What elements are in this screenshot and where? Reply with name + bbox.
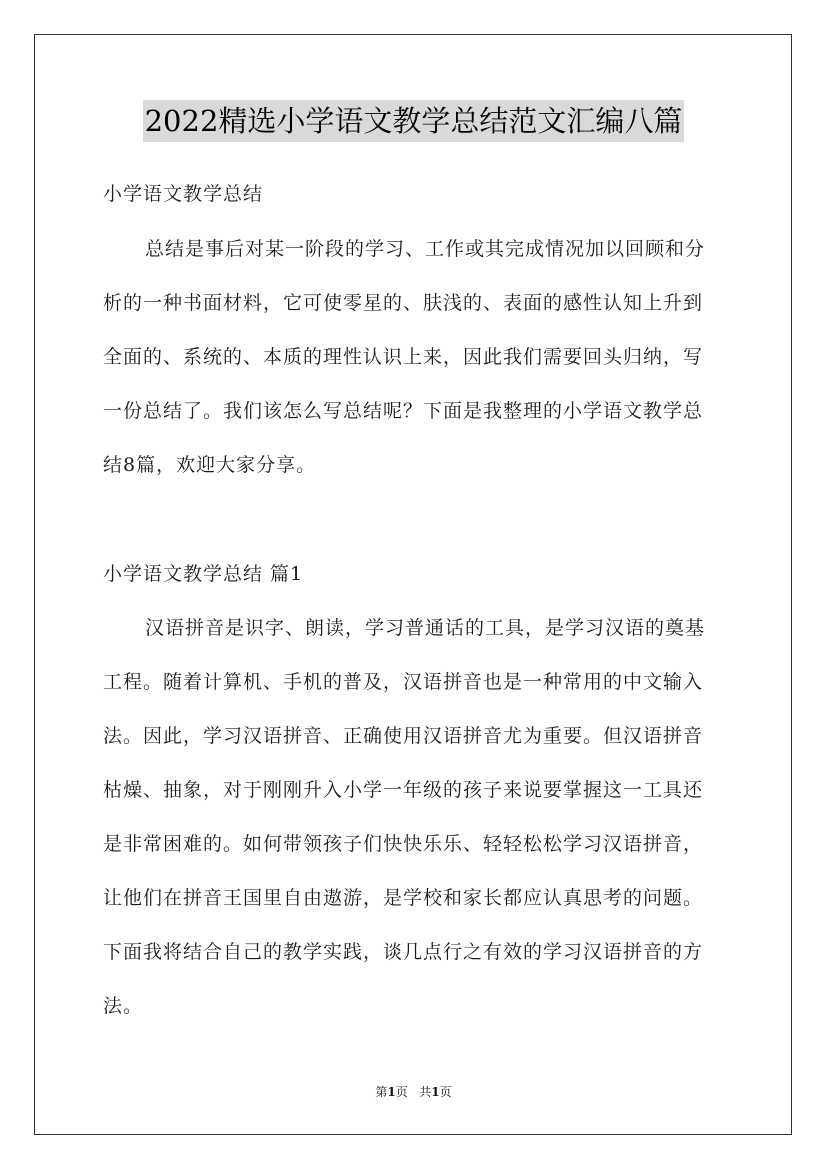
- section-line-8: 法。: [103, 995, 144, 1017]
- section-line-7: 下面我将结合自己的教学实践，谈几点行之有效的学习汉语拼音的方: [103, 941, 704, 963]
- section-line-4: 枯燥、抽象，对于刚刚升入小学一年级的孩子来说要掌握这一工具还: [103, 779, 704, 801]
- intro-line-4: 一份总结了。我们该怎么写总结呢？下面是我整理的小学语文教学总: [103, 400, 704, 422]
- page-footer: [0, 1084, 827, 1100]
- section-heading: 小学语文教学总结 篇1: [103, 563, 304, 585]
- title-container: [0, 100, 827, 142]
- intro-line-1: 总结是事后对某一阶段的学习、工作或其完成情况加以回顾和分: [145, 238, 706, 260]
- footer-total-suffix: 页: [439, 1085, 452, 1099]
- section-line-1: 汉语拼音是识字、朗读，学习普通话的工具，是学习汉语的奠基: [145, 617, 706, 639]
- intro-line-2: 析的一种书面材料，它可使零星的、肤浅的、表面的感性认知上升到: [103, 292, 704, 314]
- section-line-5: 是非常困难的。如何带领孩子们快快乐乐、轻轻松松学习汉语拼音，: [103, 833, 704, 855]
- intro-heading: 小学语文教学总结: [103, 183, 264, 205]
- footer-page-prefix: 第: [375, 1085, 388, 1099]
- section-line-6: 让他们在拼音王国里自由遨游，是学校和家长都应认真思考的问题。: [103, 887, 704, 909]
- section-line-2: 工程。随着计算机、手机的普及，汉语拼音也是一种常用的中文输入: [103, 671, 704, 693]
- intro-line-3: 全面的、系统的、本质的理性认识上来，因此我们需要回头归纳，写: [103, 346, 704, 368]
- footer-total-prefix: 共: [419, 1085, 432, 1099]
- intro-line-5: 结8篇，欢迎大家分享。: [103, 454, 317, 476]
- footer-page-suffix: 页: [395, 1085, 408, 1099]
- footer-page-number: 1: [387, 1085, 396, 1099]
- footer-total-number: 1: [431, 1085, 440, 1099]
- document-title: 2022精选小学语文教学总结范文汇编八篇: [143, 100, 685, 142]
- section-line-3: 法。因此，学习汉语拼音、正确使用汉语拼音尤为重要。但汉语拼音: [103, 725, 704, 747]
